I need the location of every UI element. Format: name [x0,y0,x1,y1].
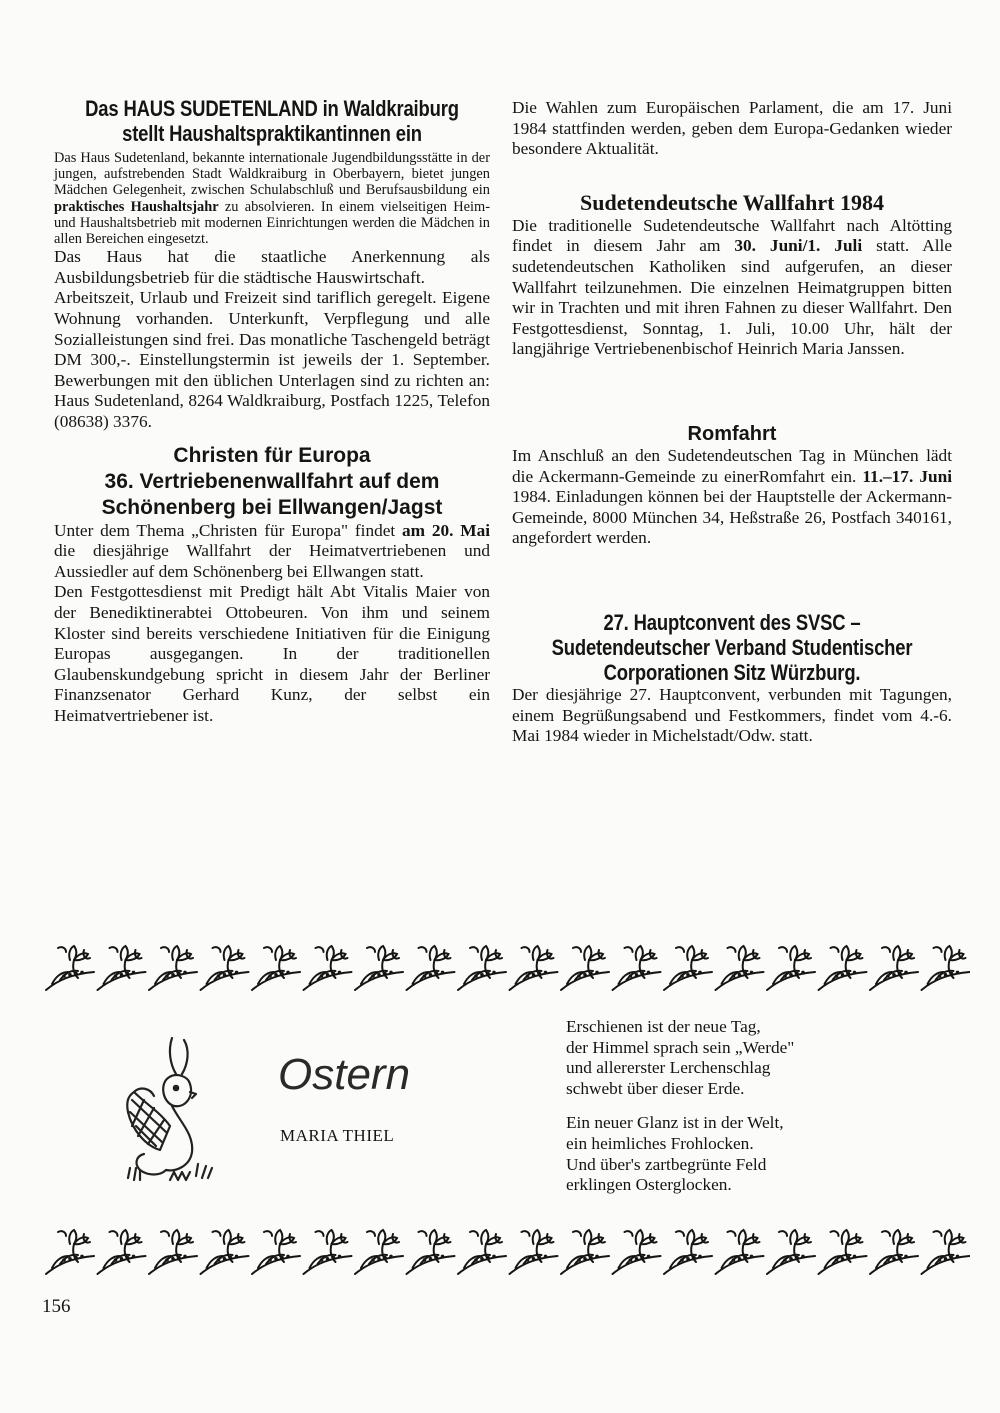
floral-motif [98,1230,146,1274]
floral-motif [201,1230,249,1274]
floral-motif [458,946,506,990]
floral-motif [767,946,815,990]
article-paragraph: Arbeitszeit, Urlaub und Freizeit sind tariflich geregelt. Eigene Wohnung vorhanden. Unterkunft, Verpflegung und alle Sozialleistungen sind frei. Das monatliche Taschengeld beträgt DM 300,-. Einstellungstermin ist jeweils der 1. September. Bewerbungen mit den üblichen Unterlagen sind zu richten an: Haus Sudetenland, 8264 Waldkraiburg, Postfach 1225, Telefon (08638) 3376. [54,288,490,431]
poem-stanza [566,1113,926,1195]
floral-motif [613,946,661,990]
text-run: 1984. Einladungen können bei der Hauptstelle der Ackermann-Gemeinde, 8000 München 34, Heßstraße 26, Postfach 340161, angefordert werden. [512,487,952,548]
text-run: statt. Alle sudetendeutschen Katholiken sind aufgerufen, an dieser Wallfahrt teilzunehmen. Die einzelnen Heimatgruppen bitten wir in Trachten und mit ihren Fahnen zu dieser Wallfahrt. Den Festgottesdienst, Sonntag, 1. Juli, 10.00 Uhr, hält der langjährige Vertriebenenbischof Heinrich Maria Janssen. [512,236,952,359]
text-run: Das Haus Sudetenland, bekannte internationale Jugendbildungsstätte in der jungen, aufstrebenden Stadt Waldkraiburg in Oberbayern, bietet jungen Mädchen Gelegenheit, zwischen Schulabschluß und Berufsausbildung ein [54,150,490,199]
poem-author: MARIA THIEL [280,1126,395,1145]
floral-motif [922,1230,970,1274]
ornamental-border-bottom [40,1222,970,1278]
article-heading: Sudetendeutsche Wallfahrt 1984 [580,189,884,215]
floral-motif [510,946,558,990]
article-paragraph: Das Haus hat die staatliche Anerkennung als Ausbildungsbetrieb für die städtische Hauswirtschaft. [54,247,490,287]
poem-line: und allererster Lerchenschlag [566,1058,771,1078]
poem-line: Erschienen ist der neue Tag, [566,1017,761,1036]
floral-motif [870,1230,918,1274]
heading-line: Corporationen Sitz Würzburg. [603,659,861,685]
floral-motif [252,946,300,990]
poem-line: Ein neuer Glanz ist in der Welt, [566,1113,784,1133]
article-paragraph: Den Festgottesdienst mit Predigt hält Abt Vitalis Maier von der Benediktinerabtei Ottobeuren. Von ihm und seinem Kloster sind bereits verschiedene Initiativen für die Einigung Europas ausgegangen. In der traditionellen Glaubenskundgebung spricht in diesem Jahr der Berliner Finanzsenator Gerhard Kunz, der selbst ein Heimatvertriebener ist. [54,582,490,725]
poem-line: erklingen Osterglocken. [566,1175,732,1195]
heading-line: Christen für Europa [173,443,371,467]
floral-motif [716,946,764,990]
floral-motif [561,946,609,990]
floral-motif [98,946,146,990]
article-paragraph [54,521,490,583]
left-column [54,96,490,727]
text-run: zu absolvieren. In einem vielseitigen Heim- und Haushaltsbetrieb mit modernen Einrichtungen werden die Mädchen in allen Bereichen eingesetzt. [54,198,490,248]
page-number: 156 [42,1296,71,1317]
article-paragraph [54,150,490,247]
floral-motif [561,1230,609,1274]
floral-motif [458,1230,506,1274]
floral-motif [819,946,867,990]
article-heading [54,443,490,521]
article-hauptconvent [512,610,952,747]
heading-line: 27. Hauptconvent des SVSC – [603,609,861,635]
text-run: Die traditionelle Sudetendeutsche Wallfahrt nach Altötting findet in diesem Jahr am [512,215,952,256]
article-paragraph [512,446,952,549]
floral-motif [613,1230,661,1274]
article-haus-sudetenland [54,96,490,433]
heading-line: Schönenberg bei Ellwangen/Jagst [101,495,443,519]
heading-line: 36. Vertriebenenwallfahrt auf dem [104,469,440,493]
article-heading [69,96,476,146]
floral-motif [664,946,712,990]
poem-line: ein heimliches Frohlocken. [566,1133,754,1153]
floral-motif [922,946,970,990]
bold-text-run: praktisches Haushaltsjahr [54,198,219,215]
poem-line: der Himmel sprach sein „Werde" [566,1037,795,1057]
article-wallfahrt-1984 [512,190,952,360]
easter-bunny-illustration [110,1030,220,1188]
ornamental-border-top [40,938,970,994]
floral-motif [149,1230,197,1274]
floral-motif [767,1230,815,1274]
floral-motif [46,1230,94,1274]
floral-motif [819,1230,867,1274]
floral-motif [46,946,94,990]
article-heading [543,610,920,685]
poem-title: Ostern [278,1050,411,1099]
bold-text-run: 30. Juni/1. Juli [734,236,863,256]
floral-motif [252,1230,300,1274]
right-column [512,98,952,747]
text-run: die diesjährige Wallfahrt der Heimatvertriebenen und Aussiedler auf dem Schönenberg bei Ellwangen statt. [54,541,490,581]
floral-motif [510,1230,558,1274]
text-run: Im Anschluß an den Sudetendeutschen Tag in München lädt die Ackermann-Gemeinde zu einerRomfahrt ein. [512,445,952,486]
floral-motif [407,946,455,990]
floral-motif [407,1230,455,1274]
article-romfahrt [512,422,952,549]
floral-motif [304,946,352,990]
floral-motif [355,946,403,990]
floral-motif [304,1230,352,1274]
text-run: Unter dem Thema „Christen für Europa" findet [54,520,403,540]
article-christen-fuer-europa [54,443,490,727]
poem-stanza [566,1017,926,1099]
floral-motif [716,1230,764,1274]
heading-line: Sudetendeutscher Verband Studentischer [551,634,913,660]
floral-motif [149,946,197,990]
heading-line: Das HAUS SUDETENLAND in Waldkraiburg [85,96,459,121]
poem-text [566,1017,926,1210]
floral-motif [201,946,249,990]
bold-text-run: 11.–17. Juni [862,466,952,486]
article-europawahl [512,98,952,160]
bold-text-run: am 20. Mai [402,520,491,540]
floral-motif [664,1230,712,1274]
heading-line: stellt Haushaltspraktikantinnen ein [122,121,422,146]
poem-line: Und über's zartbegrünte Feld [566,1154,767,1174]
floral-motif [355,1230,403,1274]
article-paragraph: Der diesjährige 27. Hauptconvent, verbunden mit Tagungen, einem Begrüßungsabend und Festkommers, findet vom 4.-6. Mai 1984 wieder in Michelstadt/Odw. statt. [512,684,952,746]
article-paragraph: Die Wahlen zum Europäischen Parlament, die am 17. Juni 1984 stattfinden werden, geben dem Europa-Gedanken wieder besondere Aktualität. [512,98,952,159]
article-heading: Romfahrt [687,422,777,445]
article-paragraph [512,216,952,360]
floral-motif [870,946,918,990]
poem-line: schwebt über dieser Erde. [566,1078,745,1098]
